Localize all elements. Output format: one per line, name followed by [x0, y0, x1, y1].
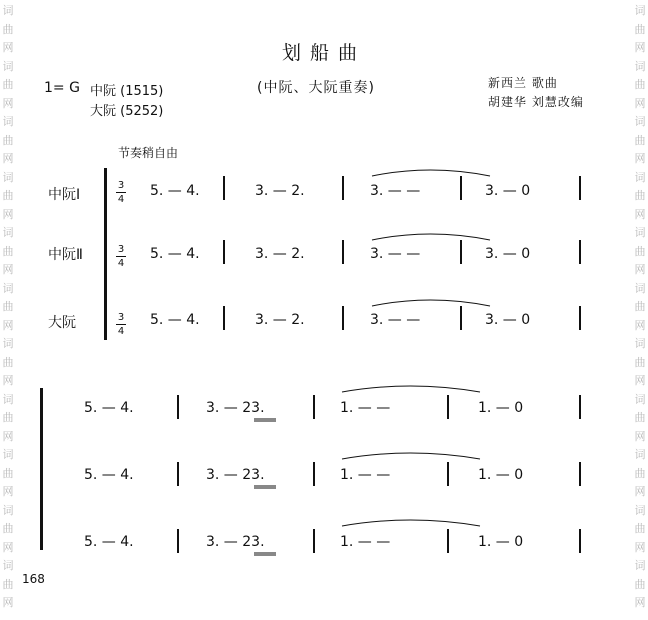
watermark-char: 词: [2, 170, 14, 184]
tuning-daruan: 大阮 (5252): [90, 104, 164, 119]
measure: 3. — 2.: [255, 312, 305, 328]
watermark-char: 曲: [634, 522, 646, 535]
credit-arranger: 胡建华 刘慧改编: [488, 95, 584, 109]
watermark-char: 曲: [2, 78, 14, 91]
watermark-char: 曲: [634, 577, 646, 591]
measure: 3. — 23.: [206, 467, 265, 483]
watermark-char: 曲: [634, 22, 646, 36]
measure: 5. — 4.: [84, 400, 134, 416]
watermark-char: 曲: [634, 466, 646, 480]
watermark-char: 曲: [2, 355, 14, 369]
watermark-char: 词: [2, 59, 14, 73]
watermark-char: 网: [634, 596, 646, 609]
watermark-char: 词: [2, 226, 14, 239]
watermark-char: 曲: [2, 411, 14, 424]
measure: 1. — 0: [478, 534, 524, 550]
part-label-daruan: 大阮: [48, 315, 76, 331]
time-signature: 3 4: [117, 244, 125, 269]
watermark-char: 曲: [2, 522, 14, 535]
watermark-char: 词: [2, 4, 14, 17]
measure: 5. — 4.: [84, 467, 134, 483]
watermark-char: 网: [634, 540, 646, 554]
watermark-char: 网: [2, 485, 14, 498]
watermark-char: 曲: [634, 189, 646, 202]
measure: 3. — 0: [485, 183, 531, 199]
watermark-char: 网: [2, 207, 14, 221]
watermark-char: 网: [2, 263, 14, 276]
tie: [342, 453, 480, 459]
watermark-char: 曲: [634, 300, 646, 313]
watermark-char: 词: [634, 559, 646, 572]
watermark-char: 词: [634, 337, 646, 350]
watermark-char: 网: [634, 485, 646, 498]
watermark-char: 词: [634, 59, 646, 73]
watermark-char: 网: [2, 374, 14, 387]
watermark-char: 词: [634, 115, 646, 128]
measure: 1. — —: [340, 534, 391, 550]
measure: 5. — 4.: [150, 246, 200, 262]
tie: [342, 386, 480, 392]
watermark-char: 词: [2, 281, 14, 295]
measure: 1. — —: [340, 400, 391, 416]
measure: 1. — 0: [478, 467, 524, 483]
key-signature: 1= G: [44, 80, 80, 96]
watermark-char: 网: [2, 429, 14, 443]
watermark-char: 曲: [2, 577, 14, 591]
measure: 5. — 4.: [150, 312, 200, 328]
measure: 1. — —: [340, 467, 391, 483]
measure: 3. — 23.: [206, 400, 265, 416]
part-label-zhongruan-1: 中阮Ⅰ: [48, 187, 81, 203]
watermark-char: 曲: [2, 133, 14, 147]
watermark-char: 曲: [2, 189, 14, 202]
tie: [372, 300, 490, 306]
measure: 3. — 23.: [206, 534, 265, 550]
page-title: 划船曲: [281, 42, 366, 64]
watermark-char: 词: [2, 115, 14, 128]
tuning-zhongruan: 中阮 (1515): [90, 84, 164, 99]
tie: [372, 170, 490, 176]
watermark-char: 曲: [634, 355, 646, 369]
measure: 3. — —: [370, 183, 421, 199]
tie: [372, 234, 490, 240]
tie: [342, 520, 480, 526]
watermark-char: 曲: [2, 244, 14, 258]
subtitle: (中阮、大阮重奏): [257, 80, 375, 96]
watermark-char: 词: [634, 392, 646, 406]
watermark-char: 网: [634, 374, 646, 387]
watermark-char: 网: [2, 41, 14, 54]
measure: 1. — 0: [478, 400, 524, 416]
watermark-char: 网: [2, 152, 14, 165]
watermark-char: 网: [634, 318, 646, 332]
watermark-char: 词: [2, 337, 14, 350]
watermark-char: 词: [2, 448, 14, 461]
watermark-char: 曲: [2, 22, 14, 36]
measure: 3. — —: [370, 312, 421, 328]
watermark-char: 网: [634, 96, 646, 110]
watermark-char: 网: [634, 263, 646, 276]
measure: 3. — 2.: [255, 183, 305, 199]
watermark-char: 词: [634, 503, 646, 517]
measure: 3. — —: [370, 246, 421, 262]
watermark-char: 网: [634, 429, 646, 443]
part-label-zhongruan-2: 中阮Ⅱ: [48, 247, 83, 263]
watermark-char: 曲: [634, 78, 646, 91]
watermark-char: 网: [634, 207, 646, 221]
watermark-char: 词: [634, 4, 646, 17]
barlines: [178, 176, 580, 553]
watermark-char: 词: [2, 503, 14, 517]
tempo-marking: 节奏稍自由: [118, 146, 179, 160]
watermark-char: 网: [2, 540, 14, 554]
watermark-char: 网: [634, 41, 646, 54]
measure: 5. — 4.: [84, 534, 134, 550]
watermark-char: 词: [634, 170, 646, 184]
time-signature: 3 4: [117, 312, 125, 337]
measure: 5. — 4.: [150, 183, 200, 199]
watermark-char: 网: [2, 96, 14, 110]
credit-source: 新西兰 歌曲: [488, 76, 558, 90]
beams: [254, 419, 276, 555]
watermark-char: 曲: [634, 411, 646, 424]
watermark-char: 词: [634, 226, 646, 239]
measure: 3. — 2.: [255, 246, 305, 262]
measure: 3. — 0: [485, 312, 531, 328]
watermark-char: 曲: [634, 133, 646, 147]
time-signature: 3 4: [117, 180, 125, 205]
watermark-char: 曲: [2, 300, 14, 313]
watermark-char: 网: [2, 318, 14, 332]
watermark-char: 词: [634, 448, 646, 461]
watermark-char: 词: [2, 559, 14, 572]
watermark-char: 曲: [2, 466, 14, 480]
watermark-char: 词: [2, 392, 14, 406]
watermark-char: 网: [2, 596, 14, 609]
ties: [342, 170, 490, 526]
watermark-char: 词: [634, 281, 646, 295]
watermark-char: 网: [634, 152, 646, 165]
page-number: 168: [22, 572, 45, 586]
watermark-char: 曲: [634, 244, 646, 258]
measure: 3. — 0: [485, 246, 531, 262]
